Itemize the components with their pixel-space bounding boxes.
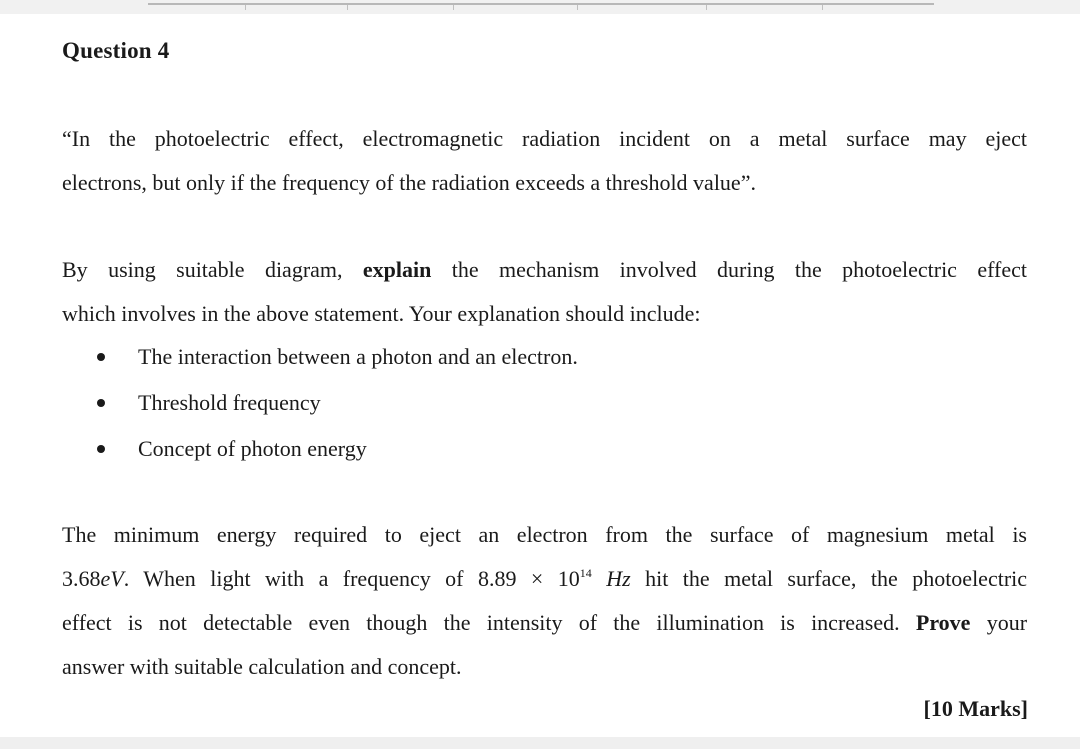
list-item-text: Concept of photon energy	[138, 436, 367, 461]
bullet-icon	[97, 353, 105, 361]
task-line	[62, 248, 1027, 292]
bullet-icon	[97, 399, 105, 407]
task-keyword: explain	[362, 257, 432, 282]
problem-keyword: Prove	[915, 610, 971, 635]
bullet-icon	[97, 445, 105, 453]
task-line: which involves in the above statement. Your explanation should include:	[62, 301, 701, 326]
frequency-exponent: 14	[579, 566, 592, 580]
problem-line	[62, 557, 1027, 601]
task-text: the mechanism involved during the photoelectric effect	[451, 257, 1027, 282]
list-item	[96, 380, 578, 426]
page-top-edge	[0, 0, 1080, 14]
quote-paragraph	[62, 117, 1027, 205]
quote-line: “In the photoelectric effect, electromagnetic radiation incident on a metal surface may eject	[62, 126, 1027, 151]
question-title: Question 4	[62, 38, 170, 63]
table-tick	[822, 5, 823, 10]
list-item-text: The interaction between a photon and an electron.	[138, 344, 578, 369]
problem-line: The minimum energy required to eject an electron from the surface of magnesium metal is	[62, 522, 1027, 547]
table-tick	[706, 5, 707, 10]
task-paragraph	[62, 248, 1027, 336]
table-tick	[453, 5, 454, 10]
problem-paragraph	[62, 513, 1027, 689]
quote-line: electrons, but only if the frequency of the radiation exceeds a threshold value”.	[62, 170, 756, 195]
problem-line: answer with suitable calculation and concept.	[62, 654, 462, 679]
table-tick	[245, 5, 246, 10]
list-item	[96, 426, 578, 472]
frequency-unit: Hz	[606, 566, 631, 591]
energy-value: 3.68	[62, 566, 101, 591]
problem-text: your	[986, 610, 1028, 635]
requirements-list	[96, 334, 578, 472]
energy-unit: eV	[100, 566, 124, 591]
list-item-text: Threshold frequency	[138, 390, 321, 415]
problem-text: hit the metal surface, the photoelectric	[645, 566, 1028, 591]
table-tick	[577, 5, 578, 10]
table-border-line	[148, 3, 934, 5]
page-bottom-edge	[0, 737, 1080, 749]
task-text: By using suitable diagram,	[62, 257, 343, 282]
list-item	[96, 334, 578, 380]
problem-line	[62, 601, 1027, 645]
table-tick	[347, 5, 348, 10]
problem-text: . When light with a frequency of 8.89 × 10	[123, 566, 580, 591]
marks-label: [10 Marks]	[923, 696, 1028, 721]
problem-text: effect is not detectable even though the intensity of the illumination is increased.	[62, 610, 900, 635]
